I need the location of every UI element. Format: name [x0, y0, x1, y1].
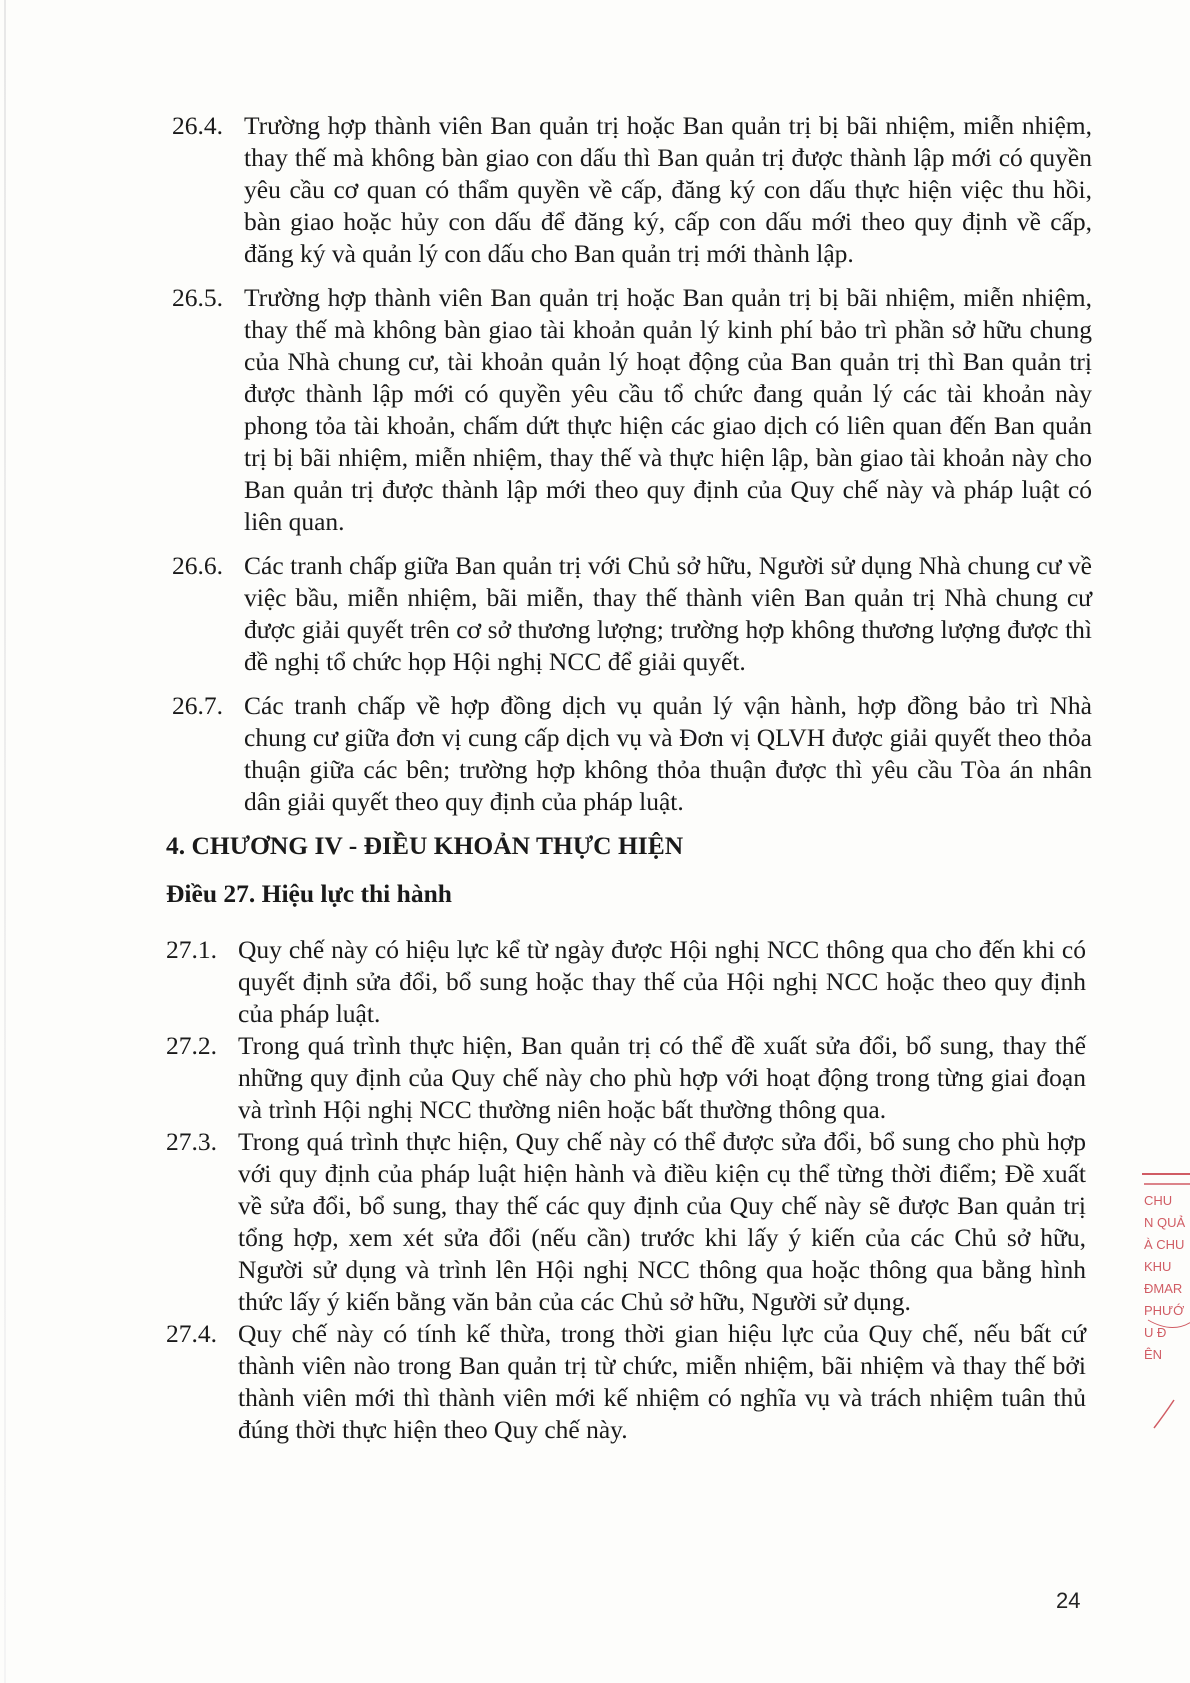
- clause-text: Trường hợp thành viên Ban quản trị hoặc Ban quản trị bị bãi nhiệm, miễn nhiệm, thay thế mà không bàn giao con dấu thì Ban quản trị được thành lập mới có quyền yêu cầu cơ quan có thẩm quyền về cấp, đăng ký con dấu thực hiện việc thu hồi, bàn giao hoặc hủy con dấu để đăng ký, cấp con dấu mới theo quy định về cấp, đăng ký và quản lý con dấu cho Ban quản trị mới thành lập.: [244, 111, 1092, 268]
- clause-number: 26.4.: [172, 111, 223, 140]
- clause-27-1: [166, 934, 1086, 1030]
- clause-text: Trong quá trình thực hiện, Quy chế này có thể được sửa đổi, bổ sung cho phù hợp với quy định của pháp luật hiện hành và điều kiện cụ thể từng thời điểm; Đề xuất về sửa đổi, bổ sung, thay thế các quy định của Quy chế này sẽ được Ban quản trị tổng hợp, xem xét sửa đổi (nếu cần) trước khi lấy ý kiến của các Chủ sở hữu, Người sử dụng và trình lên Hội nghị NCC thông qua hoặc thông qua bằng hình thức lấy ý kiến bằng văn bản của các Chủ sở hữu, Người sử dụng.: [238, 1127, 1086, 1316]
- clause-text: Quy chế này có hiệu lực kể từ ngày được Hội nghị NCC thông qua cho đến khi có quyết định sửa đổi, bổ sung hoặc thay thế của Hội nghị NCC hoặc theo quy định của pháp luật.: [238, 935, 1086, 1028]
- clause-text: Trường hợp thành viên Ban quản trị hoặc Ban quản trị bị bãi nhiệm, miễn nhiệm, thay thế mà không bàn giao tài khoản quản lý kinh phí bảo trì phần sở hữu chung của Nhà chung cư, tài khoản quản lý hoạt động của Ban quản trị thì Ban quản trị được thành lập mới có quyền yêu cầu tổ chức đang quản lý các tài khoản này phong tỏa tài khoản, chấm dứt thực hiện các giao dịch có liên quan đến Ban quản trị bị bãi nhiệm, miễn nhiệm, thay thế và thực hiện lập, bàn giao tài khoản này cho Ban quản trị được thành lập mới theo quy định của Quy chế này và pháp luật có liên quan.: [244, 283, 1092, 536]
- clause-text: Trong quá trình thực hiện, Ban quản trị có thể đề xuất sửa đổi, bổ sung, thay thế những quy định của Quy chế này cho phù hợp với hoạt động trong từng giai đoạn và trình Hội nghị NCC thường niên hoặc bất thường thông qua.: [238, 1031, 1086, 1124]
- clause-number: 27.2.: [166, 1031, 217, 1060]
- stamp-fragment: ĐMAR: [1144, 1281, 1183, 1296]
- clause-27-3: [166, 1126, 1086, 1318]
- stamp-fragment: N QUẢ: [1144, 1215, 1186, 1230]
- clause-26-7: [172, 690, 1092, 818]
- stamp-fragment: U Đ: [1144, 1325, 1167, 1340]
- clause-number: 27.1.: [166, 935, 217, 964]
- clause-26-6: [172, 550, 1092, 678]
- stamp-fragment: CHU: [1144, 1193, 1173, 1208]
- page-number: 24: [1056, 1588, 1081, 1613]
- clause-text: Các tranh chấp về hợp đồng dịch vụ quản lý vận hành, hợp đồng bảo trì Nhà chung cư giữa đơn vị cung cấp dịch vụ và Đơn vị QLVH được giải quyết theo thỏa thuận giữa các bên; trường hợp không thỏa thuận được thì yêu cầu Tòa án nhân dân giải quyết theo quy định của pháp luật.: [244, 691, 1092, 816]
- clause-27-2: [166, 1030, 1086, 1126]
- stamp-fragment: ÊN: [1144, 1347, 1163, 1362]
- stamp-text: [1144, 1190, 1185, 1366]
- clause-27-4: [166, 1318, 1086, 1446]
- chapter-heading: 4. CHƯƠNG IV - ĐIỀU KHOẢN THỰC HIỆN: [166, 831, 684, 860]
- clause-number: 27.4.: [166, 1319, 217, 1348]
- clause-number: 26.6.: [172, 551, 223, 580]
- clause-26-4: [172, 110, 1092, 270]
- clause-26-5: [172, 282, 1092, 538]
- clause-text: Các tranh chấp giữa Ban quản trị với Chủ sở hữu, Người sử dụng Nhà chung cư về việc bầu, miễn nhiệm, bãi miễn, thay thế thành viên Ban quản trị Nhà chung cư được giải quyết trên cơ sở thương lượng; trường hợp không thương lượng được thì đề nghị tổ chức họp Hội nghị NCC để giải quyết.: [244, 551, 1092, 676]
- article-heading: Điều 27. Hiệu lực thi hành: [166, 879, 452, 908]
- clause-number: 27.3.: [166, 1127, 217, 1156]
- clause-text: Quy chế này có tính kế thừa, trong thời gian hiệu lực của Quy chế, nếu bất cứ thành viên nào trong Ban quản trị từ chức, miễn nhiệm, bãi nhiệm và thay thế bởi thành viên mới thì thành viên mới kế nhiệm có nghĩa vụ và trách nhiệm tuân thủ đúng thời thực hiện theo Quy chế này.: [238, 1319, 1086, 1444]
- document-body: [0, 110, 1190, 1446]
- clause-number: 26.7.: [172, 691, 223, 720]
- stamp-fragment: KHU: [1144, 1259, 1172, 1274]
- clause-number: 26.5.: [172, 283, 223, 312]
- stamp-fragment: À CHU: [1144, 1237, 1185, 1252]
- stamp-fragment: PHƯỚ: [1144, 1303, 1185, 1318]
- red-seal-stamp: [1140, 1170, 1190, 1420]
